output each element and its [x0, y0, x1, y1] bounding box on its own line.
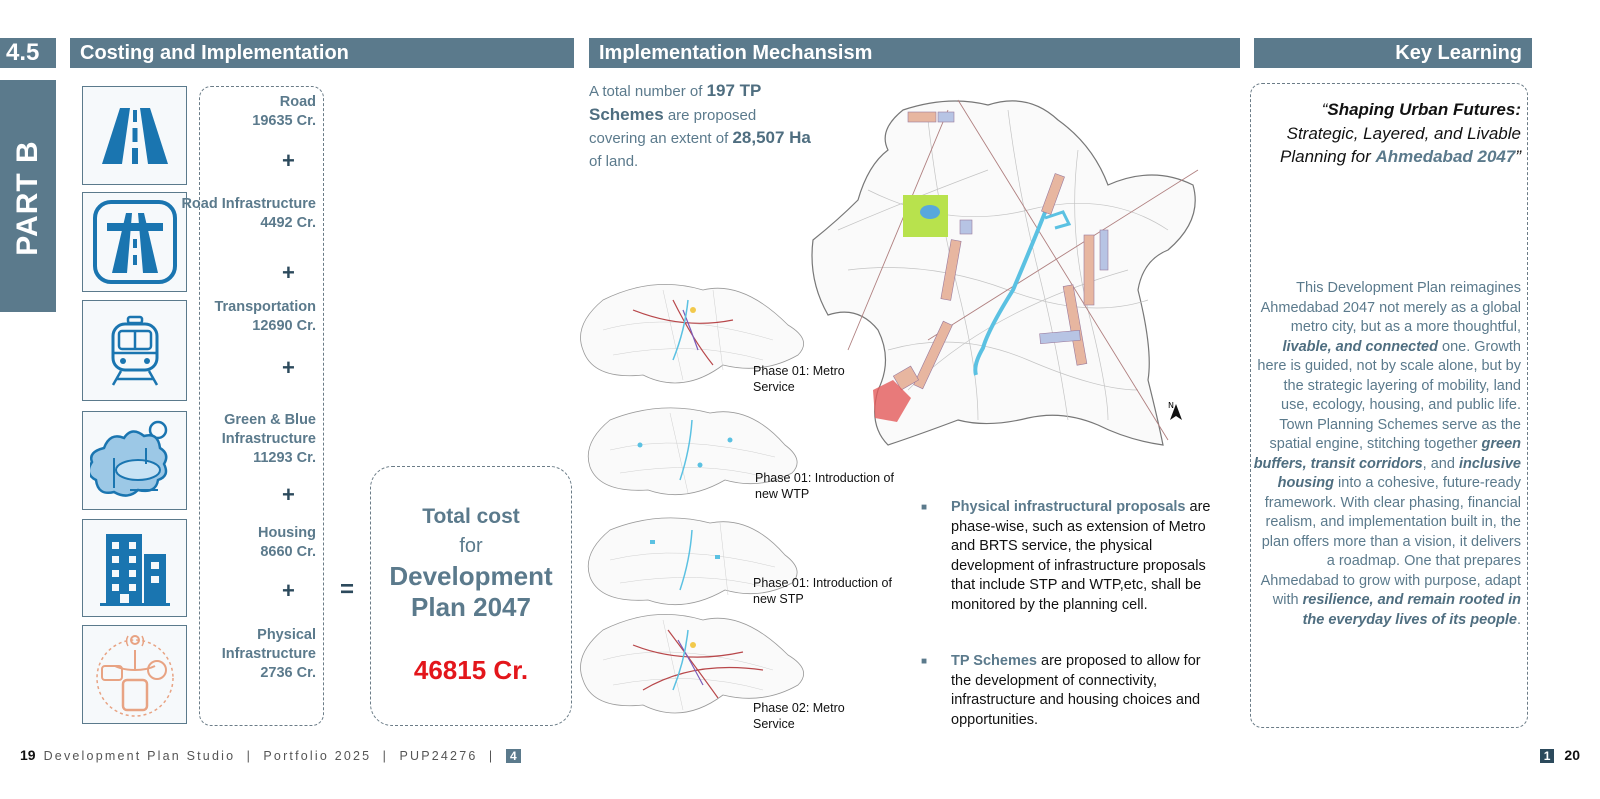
cost-name: Green & Blue Infrastructure: [221, 412, 316, 447]
bullet-tp-schemes: [921, 652, 1216, 730]
bullet-bold: TP Schemes: [951, 653, 1037, 669]
bullet-text: are proposed to allow for the development of connectivity, infrastructure and housing choices and opportunities.: [951, 653, 1201, 728]
total-line1: Total cost: [422, 505, 520, 528]
kl-text-2: one. Growth here is guided, not by scale alone, but by the strategic layering of mobility, land use, ecology, housing, and public life. Town Planning Schemes serve as the spatial engine, stitching together: [1257, 338, 1521, 452]
kl-text-5: .: [1516, 611, 1521, 628]
road-icon: [100, 106, 170, 166]
footer-right: [1540, 747, 1580, 763]
total-line4: Plan 2047: [411, 592, 531, 622]
plus-sign: +: [282, 260, 295, 285]
key-learning-text: [1253, 279, 1521, 630]
kl-text-3: , and: [1422, 455, 1459, 472]
bullet-marker: ■: [921, 656, 928, 667]
cost-item-road: [176, 93, 316, 131]
equals-sign: =: [340, 576, 355, 603]
quote-close: ”: [1515, 147, 1521, 166]
land-extent: 28,507 Ha: [732, 128, 811, 147]
side-tab: [0, 80, 56, 312]
cost-name: Physical Infrastructure: [221, 627, 316, 662]
phase-label: Phase 01: Introduction of new STP: [753, 576, 892, 606]
quote-city: Ahmedabad 2047: [1375, 147, 1516, 166]
mechanism-header: Implementation Mechansism: [589, 38, 1240, 68]
cost-item-housing: [176, 524, 316, 562]
total-amount: 46815 Cr.: [413, 655, 529, 685]
bullet-marker: ■: [921, 502, 928, 513]
footer-text: Development Plan Studio | Portfolio 2025 | PUP24276 |: [43, 749, 495, 763]
cost-item-road-infrastructure: [176, 195, 316, 233]
plus-sign: +: [282, 148, 295, 173]
tp-schemes-count: 197 TP Schemes: [589, 81, 762, 124]
cost-amount: 19635 Cr.: [252, 113, 316, 129]
north-arrow-label: N: [1168, 401, 1174, 410]
total-label: [371, 503, 571, 623]
cost-amount: 2736 Cr.: [260, 665, 316, 681]
costing-header: Costing and Implementation: [70, 38, 574, 68]
city-map: [808, 90, 1208, 460]
cost-item-transportation: [176, 298, 316, 336]
intro-text-3: of land.: [589, 152, 639, 170]
total-line2: for: [459, 535, 483, 557]
kl-bold-4: resilience, and remain rooted in the everyday lives of its people: [1302, 592, 1521, 628]
left-page-badge: 4: [506, 749, 521, 763]
quote-open: “: [1321, 100, 1328, 119]
kl-bold-1: livable, and connected: [1282, 338, 1438, 355]
lake-trees-icon: [90, 418, 180, 504]
total-cost-box: [370, 466, 572, 726]
cost-item-physical: [176, 626, 316, 683]
phase-label: Phase 01: Introduction of new WTP: [755, 471, 894, 501]
cost-list: [170, 86, 316, 726]
bullet-text: are phase-wise, such as extension of Metro and BRTS service, the physical development of infrastructure proposals that include STP and WTP,etc, shall be monitored by the planning cell.: [951, 499, 1211, 613]
phase-label: Phase 02: Metro Service: [753, 701, 845, 731]
key-learning-header: Key Learning: [1254, 38, 1532, 68]
cost-item-green-blue: [176, 411, 316, 468]
kl-text-4: into a cohesive, future-ready framework. With clear phasing, financial realism, and implementation built in, the plan offers more than a vision, it delivers a roadmap. One that prepares Ahmedabad to grow with purpose, adapt with: [1260, 475, 1521, 608]
right-page-badge: 1: [1540, 749, 1555, 763]
highway-icon: [92, 199, 178, 285]
cost-amount: 12690 Cr.: [252, 318, 316, 334]
cost-name: Transportation: [214, 299, 316, 315]
intro-text-1: A total number of: [589, 83, 707, 100]
phase-label: Phase 01: Metro Service: [753, 364, 845, 394]
bullet-bold: Physical infrastructural proposals: [951, 499, 1186, 515]
train-icon: [105, 315, 165, 387]
cost-amount: 4492 Cr.: [260, 215, 316, 231]
bullet-physical-infrastructure: [921, 498, 1216, 615]
cost-name: Road: [279, 94, 316, 110]
section-number: 4.5: [0, 38, 56, 68]
intro-text-2: are proposed covering an extent of: [589, 106, 757, 147]
kl-bold-3: inclusive housing: [1277, 455, 1521, 491]
left-page-number: 19: [20, 747, 36, 763]
plus-sign: +: [282, 355, 295, 380]
cost-amount: 8660 Cr.: [260, 544, 316, 560]
cost-amount: 11293 Cr.: [253, 450, 316, 466]
footer-left: [20, 747, 521, 763]
kl-bold-2: green buffers, transit corridors: [1253, 436, 1521, 472]
total-line3: Development: [389, 561, 553, 591]
right-page-number: 20: [1564, 747, 1580, 763]
cost-name: Housing: [258, 525, 316, 541]
intro-text: [589, 80, 817, 173]
cost-name: Road Infrastructure: [181, 196, 316, 212]
quote-line2: Strategic, Layered, and Livable Planning for: [1280, 123, 1521, 166]
building-icon: [98, 528, 172, 608]
plus-sign: +: [282, 578, 295, 603]
kl-text-1: This Development Plan reimagines Ahmedabad 2047 not merely as a global metro city, but as a more thoughtful,: [1260, 280, 1521, 335]
plus-sign: +: [282, 482, 295, 507]
key-learning-quote: [1249, 98, 1521, 169]
utilities-icon: [90, 632, 180, 718]
quote-title: Shaping Urban Futures:: [1327, 100, 1521, 119]
side-tab-label: PART B: [11, 140, 44, 256]
